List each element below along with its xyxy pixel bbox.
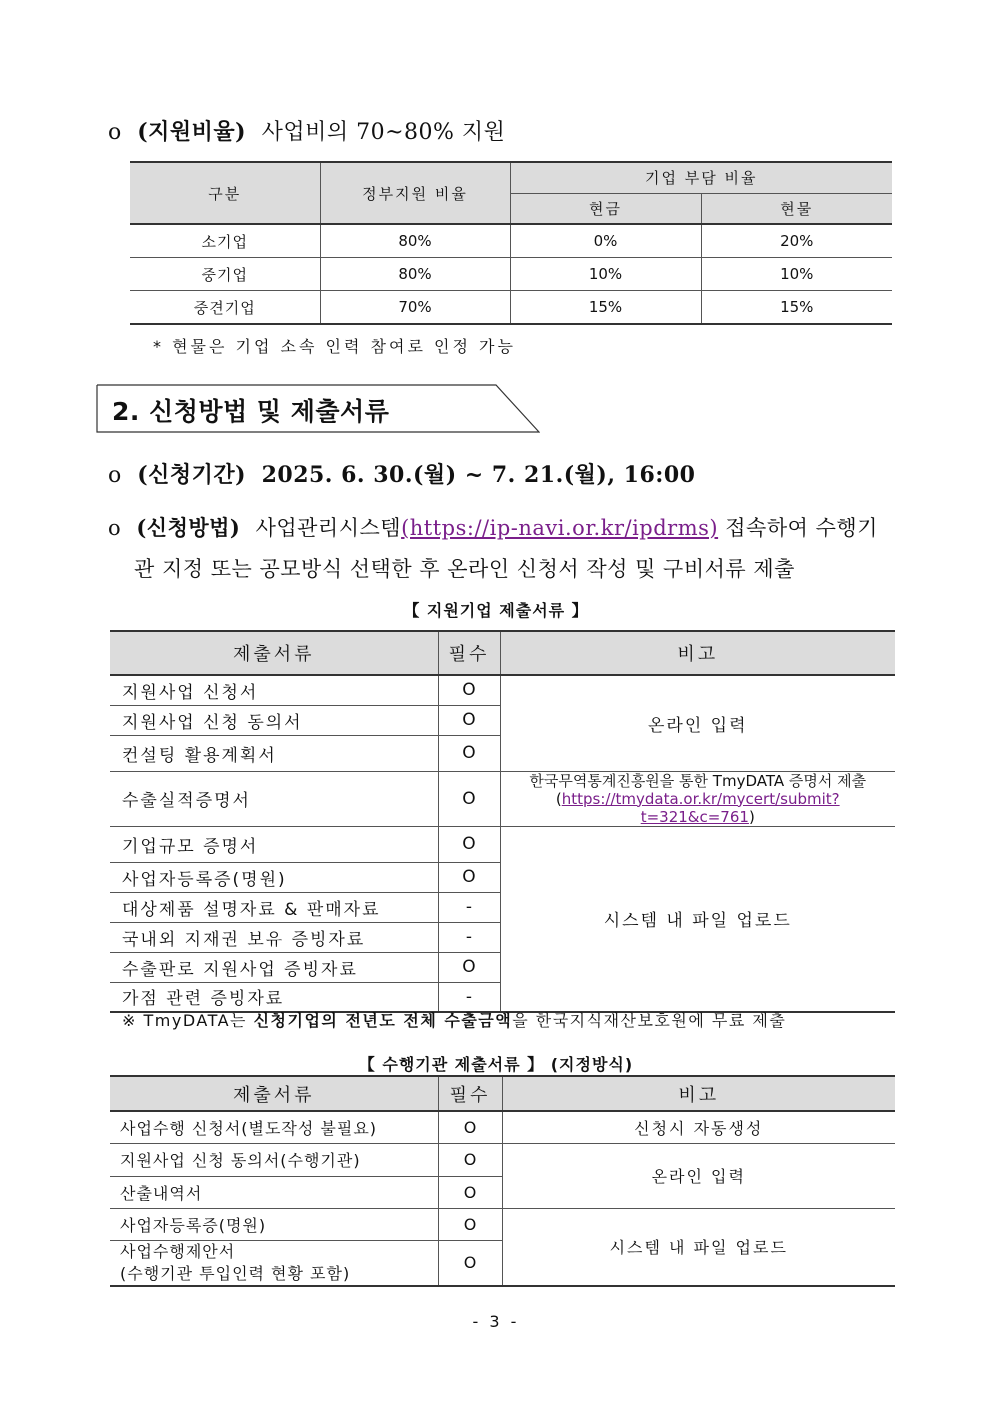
doc-name: 지원사업 신청 동의서	[110, 705, 438, 735]
note-auto: 신청시 자동생성	[502, 1111, 895, 1143]
ratio-footnote: * 현물은 기업 소속 인력 참여로 인정 가능	[153, 337, 516, 356]
doc-name-line1: 사업수행제안서	[120, 1241, 236, 1261]
doc-required: O	[438, 675, 500, 705]
ratio-line	[108, 115, 505, 146]
header-category: 구분	[130, 162, 320, 224]
period-label: (신청기간)	[137, 462, 247, 488]
row-cash: 0%	[510, 224, 701, 258]
doc-name: 사업자등록증(명원)	[110, 862, 438, 892]
doc-name: 가점 관련 증빙자료	[110, 982, 438, 1012]
system-link[interactable]: (https://ip-navi.or.kr/ipdrms)	[401, 516, 719, 540]
period-line	[108, 458, 696, 489]
note-tmydata-line2	[501, 790, 896, 826]
method-line	[108, 512, 878, 542]
remark-pre: TmyDATA는	[136, 1011, 254, 1030]
doc-name: 산출내역서	[110, 1176, 438, 1208]
header-burden-ratio: 기업 부담 비율	[510, 162, 892, 193]
company-docs-caption: 【 지원기업 제출서류 】	[403, 601, 589, 620]
row-cash: 10%	[510, 258, 701, 291]
doc-required: O	[438, 862, 500, 892]
header-note: 비고	[500, 631, 895, 675]
row-cash: 15%	[510, 291, 701, 325]
table-row	[110, 1111, 895, 1143]
row-gov: 80%	[320, 258, 510, 291]
header-gov-ratio: 정부지원 비율	[320, 162, 510, 224]
bullet-mark: o	[108, 463, 122, 488]
doc-required: O	[438, 826, 500, 862]
table-row	[110, 675, 895, 705]
row-kind: 15%	[701, 291, 892, 325]
row-category: 중기업	[130, 258, 320, 291]
table-row	[110, 771, 895, 826]
doc-name: 수출판로 지원사업 증빙자료	[110, 952, 438, 982]
doc-required: -	[438, 892, 500, 922]
header-cash: 현금	[510, 193, 701, 224]
row-category: 중견기업	[193, 298, 256, 317]
doc-required: O	[438, 735, 500, 771]
header-note: 비고	[502, 1076, 895, 1111]
note-online: 온라인 입력	[502, 1143, 895, 1208]
note-tmydata	[500, 771, 895, 826]
header-in-kind: 현물	[701, 193, 892, 224]
header-doc: 제출서류	[110, 1076, 438, 1111]
bullet-mark: o	[108, 516, 122, 540]
doc-required: O	[438, 1176, 502, 1208]
row-kind: 10%	[701, 258, 892, 291]
method-text-after: 접속하여 수행기	[718, 516, 878, 540]
row-kind: 20%	[701, 224, 892, 258]
header-required: 필수	[438, 1076, 502, 1111]
doc-required: O	[438, 952, 500, 982]
doc-required: O	[438, 1143, 502, 1176]
remark-post: 을 한국지식재산보호원에 무료 제출	[512, 1011, 787, 1030]
section-title: 2. 신청방법 및 제출서류	[112, 397, 390, 426]
tmydata-link[interactable]: https://tmydata.or.kr/mycert/submit?t=321&c=761	[561, 789, 840, 826]
row-gov: 80%	[320, 224, 510, 258]
doc-required: O	[438, 705, 500, 735]
ratio-text: 사업비의 70~80% 지원	[261, 120, 506, 145]
row-gov: 70%	[320, 291, 510, 325]
doc-name: 대상제품 설명자료 & 판매자료	[110, 892, 438, 922]
doc-required: O	[438, 1208, 502, 1240]
note-online: 온라인 입력	[500, 675, 895, 771]
doc-required: O	[438, 1240, 502, 1286]
agency-docs-caption	[0, 1052, 992, 1075]
note-tmydata-line1: 한국무역통계진흥원을 통한 TmyDATA 증명서 제출	[529, 771, 867, 790]
doc-required: -	[438, 982, 500, 1012]
table-row	[130, 224, 892, 258]
note-upload: 시스템 내 파일 업로드	[502, 1208, 895, 1286]
note-upload: 시스템 내 파일 업로드	[500, 826, 895, 1012]
method-label: (신청방법)	[136, 515, 241, 540]
reference-mark: ※	[122, 1011, 137, 1030]
support-ratio-table	[130, 161, 892, 325]
paren-close: )	[748, 807, 755, 826]
table-row	[110, 1208, 895, 1240]
method-line-2: 관 지정 또는 공모방식 선택한 후 온라인 신청서 작성 및 구비서류 제출	[134, 557, 795, 581]
remark-bold: 신청기업의 전년도 전체 수출금액	[253, 1011, 513, 1030]
doc-name	[110, 1240, 438, 1286]
doc-name-line2: (수행기관 투입인력 현황 포함)	[120, 1263, 351, 1283]
bullet-mark: o	[108, 120, 122, 145]
doc-name: 사업자등록증(명원)	[110, 1208, 438, 1240]
table-row	[110, 826, 895, 862]
doc-name: 기업규모 증명서	[110, 826, 438, 862]
doc-name: 지원사업 신청 동의서(수행기관)	[110, 1143, 438, 1176]
agency-caption-suffix: (지정방식)	[544, 1055, 634, 1074]
table-row	[110, 1143, 895, 1176]
paren-open: (	[555, 789, 562, 808]
doc-name: 수출실적증명서	[110, 771, 438, 826]
header-required: 필수	[438, 631, 500, 675]
header-doc: 제출서류	[110, 631, 438, 675]
tmydata-remark	[122, 1008, 786, 1031]
page-number: - 3 -	[472, 1312, 520, 1331]
doc-name: 국내외 지재권 보유 증빙자료	[110, 922, 438, 952]
doc-required: O	[438, 771, 500, 826]
ratio-label: (지원비율)	[137, 119, 247, 145]
period-text: 2025. 6. 30.(월) ~ 7. 21.(월), 16:00	[261, 462, 696, 488]
doc-name: 지원사업 신청서	[110, 675, 438, 705]
doc-name: 사업수행 신청서(별도작성 불필요)	[110, 1111, 438, 1143]
company-docs-table	[110, 630, 895, 1013]
doc-name: 컨설팅 활용계획서	[110, 735, 438, 771]
doc-required: O	[438, 1111, 502, 1143]
row-category: 소기업	[130, 224, 320, 258]
table-row	[130, 258, 892, 291]
agency-docs-table	[110, 1075, 895, 1287]
table-row	[130, 291, 892, 325]
doc-required: -	[438, 922, 500, 952]
agency-caption-main: 【 수행기관 제출서류 】	[358, 1055, 545, 1074]
method-text: 사업관리시스템	[255, 516, 402, 540]
